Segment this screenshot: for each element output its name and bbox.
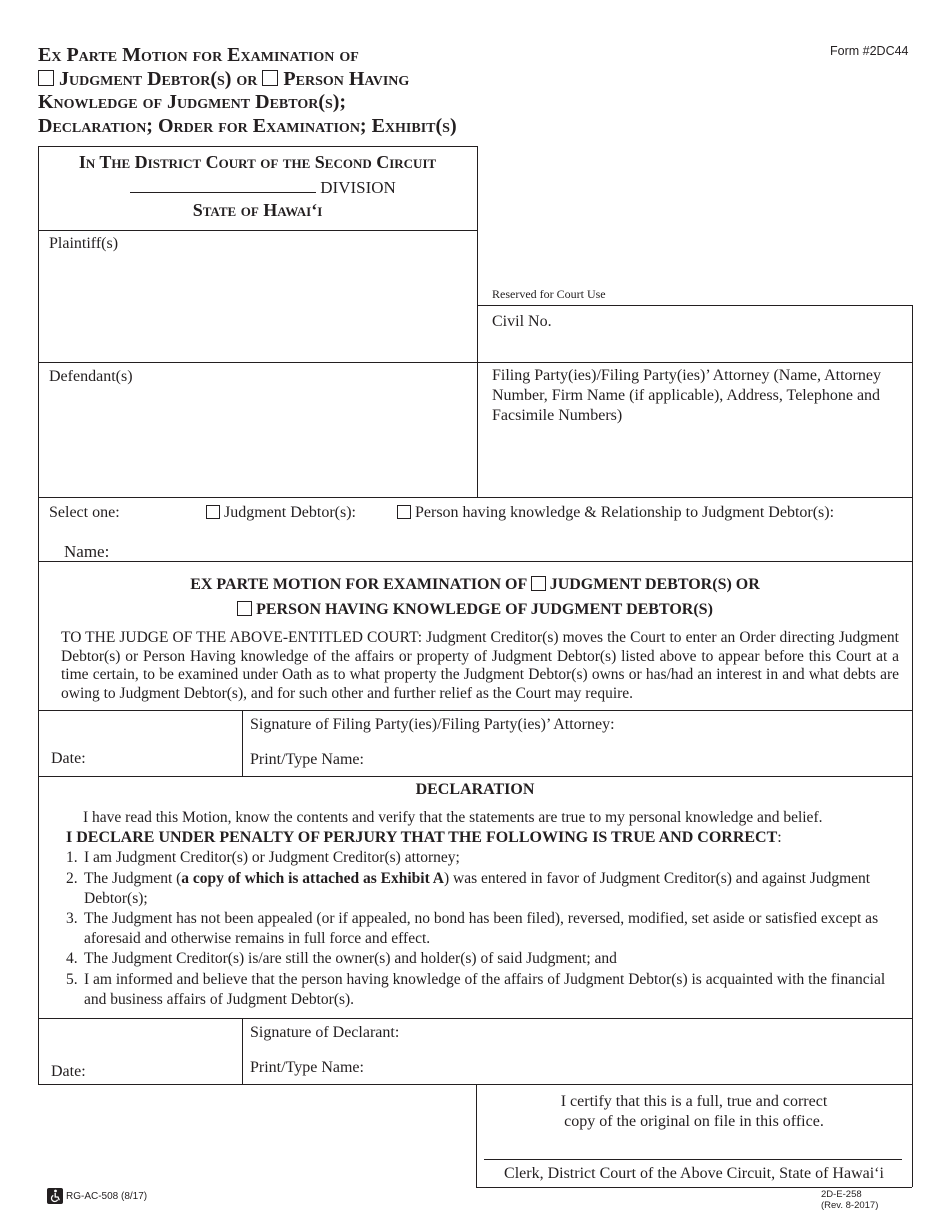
- option-judgment-debtor-label: Judgment Debtor(s):: [224, 504, 356, 521]
- defendant-label: Defendant(s): [49, 368, 133, 385]
- footer-left-code: RG-AC-508 (8/17): [66, 1191, 148, 1202]
- checkbox-icon[interactable]: [397, 505, 411, 519]
- motion-date-label: Date:: [51, 750, 86, 767]
- rule: [38, 362, 477, 363]
- certify-text: I certify that this is a full, true and correct copy of the original on file in this office.: [560, 1093, 828, 1130]
- form-number: Form #2DC44: [830, 44, 909, 58]
- clerk-label: Clerk, District Court of the Above Circuit, State of Hawai‘i: [504, 1165, 884, 1182]
- rule: [38, 1084, 912, 1085]
- rule: [912, 497, 913, 1084]
- declaration-items: [66, 848, 904, 1010]
- form-title: [38, 44, 457, 138]
- option-person-having-knowledge-label: Person having knowledge & Relationship to Judgment Debtor(s):: [415, 504, 835, 521]
- declaration-perjury-line: I DECLARE UNDER PENALTY OF PERJURY THAT THE FOLLOWING IS TRUE AND CORRECT:: [66, 829, 782, 847]
- wheelchair-accessibility-icon: [47, 1188, 63, 1204]
- filing-party-label: Filing Party(ies)/Filing Party(ies)’ Attorney (Name, Attorney Number, Firm Name (if applicable), Address, Telephone and Facsimile Numbers): [492, 367, 881, 424]
- rule: [477, 305, 912, 306]
- rule: [242, 710, 243, 776]
- option-person-having-knowledge[interactable]: [397, 503, 834, 522]
- division-blank-line[interactable]: [130, 180, 316, 193]
- declaration-text: [66, 808, 904, 1010]
- declaration-item: 4. The Judgment Creditor(s) is/are still the owner(s) and holder(s) of said Judgment; and: [66, 950, 617, 968]
- title-line-2a: Judgment Debtor(s) or: [59, 67, 258, 90]
- rule: [38, 146, 39, 497]
- declaration-item: 3. The Judgment has not been appealed (or if appealed, no bond has been filed), reversed, modified, set aside or satisfied except as aforesaid and otherwise remains in full force and effect.: [66, 910, 879, 948]
- rule: [476, 1187, 912, 1188]
- motion-heading-line-2: PERSON HAVING KNOWLEDGE OF JUDGMENT DEBTOR(S): [38, 597, 912, 622]
- title-line-4: Declaration; Order for Examination; Exhibit(s): [38, 114, 457, 137]
- rule: [38, 561, 912, 562]
- checkbox-icon[interactable]: [262, 70, 278, 86]
- motion-heading-line-1: EX PARTE MOTION FOR EXAMINATION OF JUDGMENT DEBTOR(S) OR: [190, 576, 760, 593]
- select-one-label: Select one:: [49, 504, 120, 521]
- filing-party-print-name-label: Print/Type Name:: [250, 751, 364, 768]
- checkbox-icon[interactable]: [237, 601, 252, 616]
- rule: [38, 146, 477, 147]
- rule: [38, 776, 912, 777]
- option-judgment-debtor[interactable]: [206, 503, 356, 522]
- title-line-2: [38, 68, 457, 92]
- plaintiff-label: Plaintiff(s): [49, 235, 119, 252]
- declarant-signature-label: Signature of Declarant:: [250, 1024, 400, 1041]
- declaration-item: 1. I am Judgment Creditor(s) or Judgment Creditor(s) attorney;: [66, 849, 460, 867]
- rule: [912, 305, 913, 497]
- division-row: [130, 178, 396, 198]
- court-name: In The District Court of the Second Circuit: [78, 152, 437, 172]
- rule: [477, 362, 912, 363]
- declaration-item: 2. The Judgment (a copy of which is attached as Exhibit A) was entered in favor of Judgment Creditor(s) and against Judgment Debtor(s);: [66, 869, 871, 907]
- rule: [912, 1084, 913, 1187]
- declaration-heading: DECLARATION: [415, 781, 535, 798]
- rule: [38, 230, 477, 231]
- reserved-court-use: Reserved for Court Use: [492, 287, 606, 301]
- motion-body: TO THE JUDGE OF THE ABOVE-ENTITLED COURT: Judgment Creditor(s) moves the Court to enter an Order directing Judgment Debtor(s) or Person Having knowledge of the affairs or property of Judgment Debtor(s) listed above to appear before this Court at a time certain, to be examined under Oath as to what property the Judgment Debtor(s) owns or has/had an interest in and what debts are owing to Judgment Debtor(s), and for such other and further relief as the Court may require.: [61, 629, 899, 702]
- division-label: DIVISION: [320, 178, 396, 197]
- declaration-date-label: Date:: [51, 1063, 86, 1080]
- checkbox-icon[interactable]: [206, 505, 220, 519]
- court-state: State of Hawai‘i: [192, 200, 323, 220]
- rule: [38, 497, 912, 498]
- title-line-2b: Person Having: [283, 67, 410, 90]
- checkbox-icon[interactable]: [531, 576, 546, 591]
- title-line-1: Ex Parte Motion for Examination of: [38, 44, 359, 66]
- footer-right-code: 2D-E-258 (Rev. 8-2017): [821, 1189, 879, 1211]
- filing-party-signature-label: Signature of Filing Party(ies)/Filing Party(ies)’ Attorney:: [250, 716, 615, 733]
- checkbox-icon[interactable]: [38, 70, 54, 86]
- motion-heading: [38, 572, 912, 622]
- rule: [38, 710, 912, 711]
- clerk-signature-line: [484, 1159, 902, 1160]
- declaration-item: 5. I am informed and believe that the person having knowledge of the affairs of Judgment Debtor(s) is acquainted with the financial and business affairs of Judgment Debtor(s).: [66, 970, 886, 1008]
- civil-number-label: Civil No.: [492, 313, 552, 330]
- rule: [38, 1018, 912, 1019]
- declaration-intro: I have read this Motion, know the contents and verify that the statements are true to my personal knowledge and belief.: [83, 809, 823, 826]
- rule: [477, 146, 478, 497]
- declarant-print-name-label: Print/Type Name:: [250, 1059, 364, 1076]
- title-line-3: Knowledge of Judgment Debtor(s);: [38, 91, 347, 113]
- name-label: Name:: [64, 542, 110, 561]
- rule: [242, 1018, 243, 1084]
